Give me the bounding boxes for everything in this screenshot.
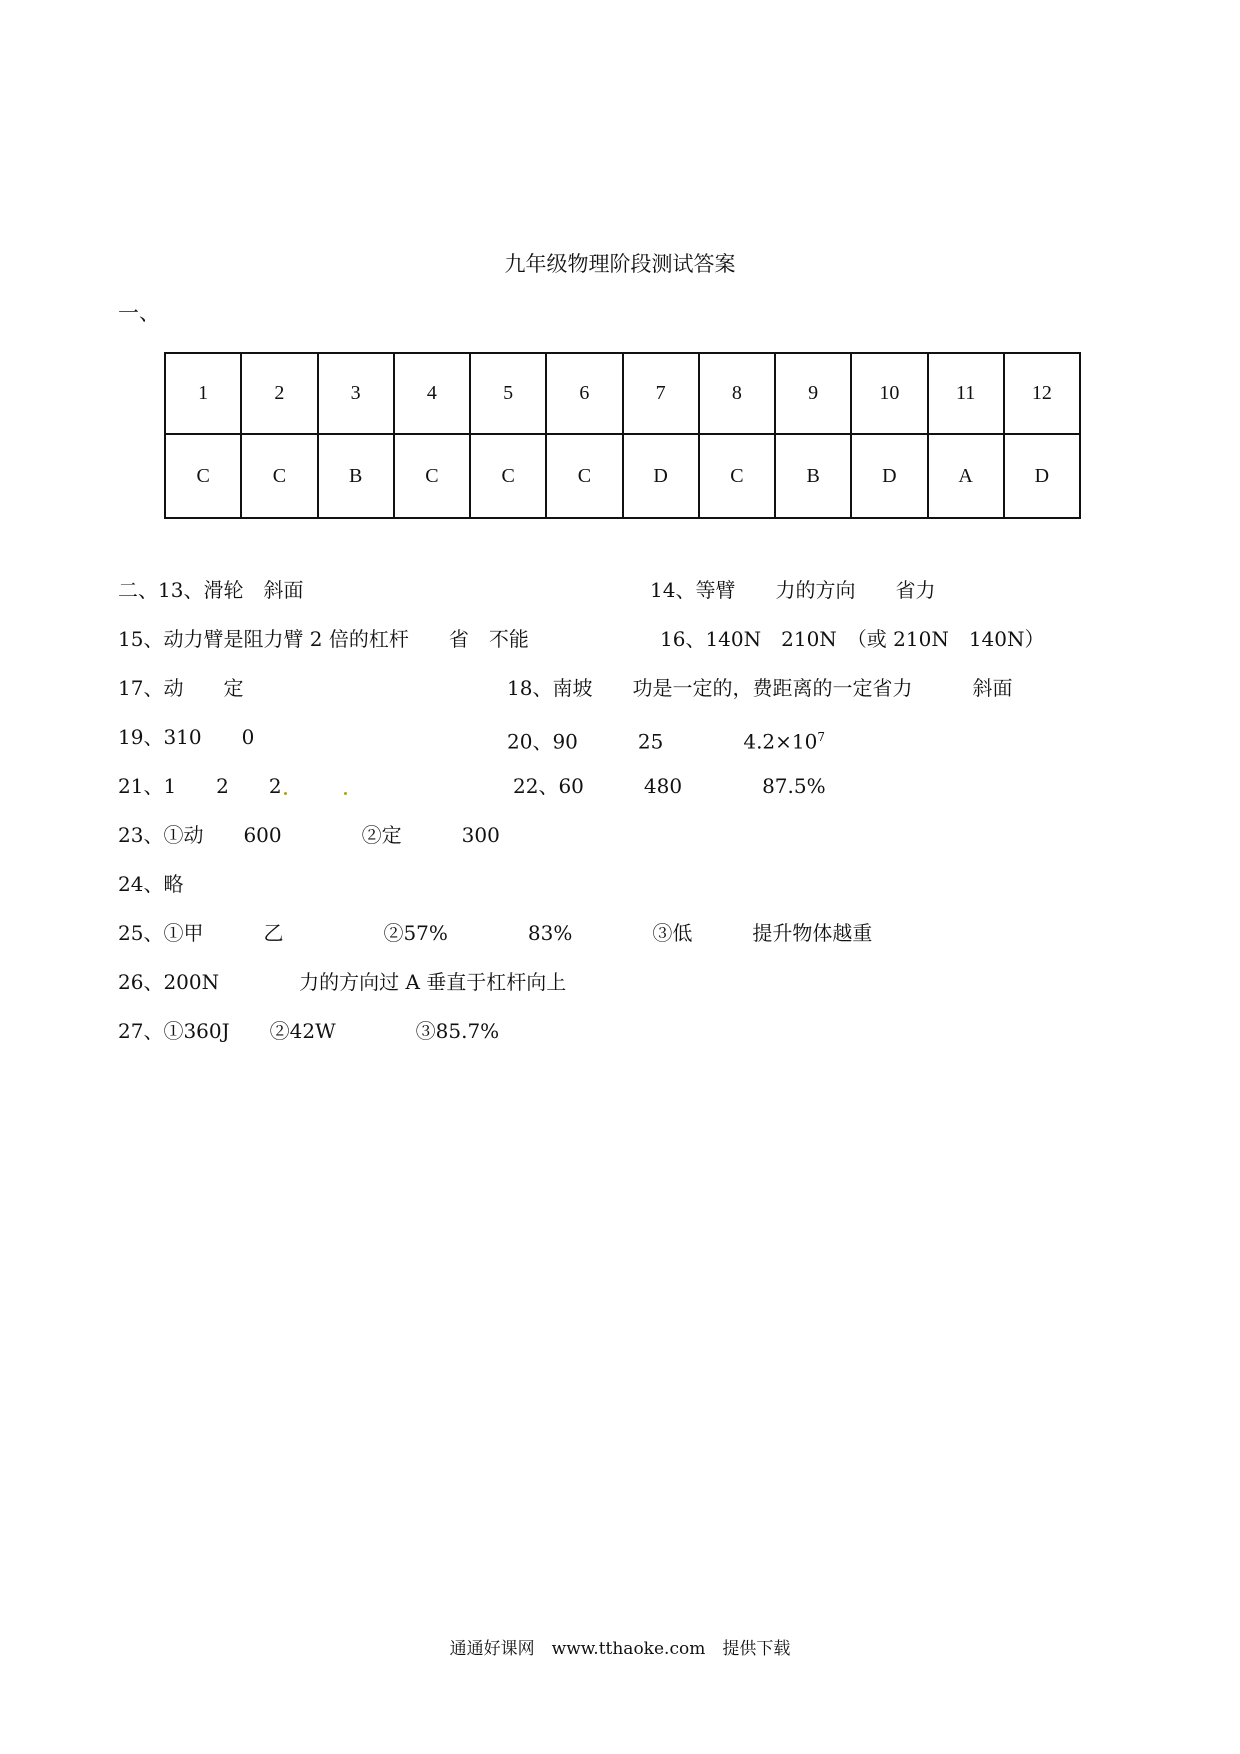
question-number: 8 <box>699 353 775 434</box>
answer-cell: C <box>470 434 546 518</box>
answer-line-19: 19、310 0 <box>118 725 255 749</box>
page-title: 九年级物理阶段测试答案 <box>504 252 736 276</box>
question-number: 3 <box>318 353 394 434</box>
answer-cell: A <box>928 434 1004 518</box>
answer-cell: C <box>241 434 317 518</box>
answer-line-26: 26、200N 力的方向过 A 垂直于杠杆向上 <box>118 970 567 994</box>
answer-line-13: 二、13、滑轮 斜面 <box>118 578 304 602</box>
answer-line-14: 14、等臂 力的方向 省力 <box>650 578 936 602</box>
question-number: 6 <box>546 353 622 434</box>
answer-line-15: 15、动力臂是阻力臂 2 倍的杠杆 省 不能 <box>118 627 529 651</box>
question-number: 4 <box>394 353 470 434</box>
answer-cell: D <box>851 434 927 518</box>
answer-line-23: 23、①动 600 ②定 300 <box>118 823 500 847</box>
answer-cell: C <box>394 434 470 518</box>
ink-dot <box>344 792 347 795</box>
exponent: 7 <box>817 730 826 744</box>
answer-line-22: 22、60 480 87.5% <box>513 774 826 798</box>
answer-cell: B <box>775 434 851 518</box>
answer-cell: D <box>623 434 699 518</box>
question-number: 7 <box>623 353 699 434</box>
answer-line-17: 17、动 定 <box>118 676 244 700</box>
question-number: 5 <box>470 353 546 434</box>
section-one-label: 一、 <box>118 301 160 325</box>
ink-dot <box>284 792 287 795</box>
answer-row <box>165 434 1080 518</box>
question-number: 12 <box>1004 353 1080 434</box>
answer-line-25: 25、①甲 乙 ②57% 83% ③低 提升物体越重 <box>118 921 873 945</box>
answer-line-20 <box>507 725 825 754</box>
answer-cell: C <box>165 434 241 518</box>
answer-line-16: 16、140N 210N （或 210N 140N） <box>660 627 1045 651</box>
answer-cell: C <box>546 434 622 518</box>
answer-line-20-text: 20、90 25 4.2×10 <box>507 729 818 754</box>
question-number-row <box>165 353 1080 434</box>
answer-cell: B <box>318 434 394 518</box>
footer-source: 通通好课网 www.tthaoke.com 提供下载 <box>449 1639 791 1659</box>
answer-line-24: 24、略 <box>118 872 184 896</box>
answer-cell: D <box>1004 434 1080 518</box>
question-number: 10 <box>851 353 927 434</box>
answer-table <box>164 352 1081 519</box>
question-number: 11 <box>928 353 1004 434</box>
question-number: 9 <box>775 353 851 434</box>
answer-line-21: 21、1 2 2 <box>118 774 282 798</box>
answer-line-18: 18、南坡 功是一定的，费距离的一定省力 斜面 <box>507 676 1013 700</box>
question-number: 1 <box>165 353 241 434</box>
question-number: 2 <box>241 353 317 434</box>
answer-cell: C <box>699 434 775 518</box>
answer-line-27: 27、①360J ②42W ③85.7% <box>118 1019 500 1043</box>
